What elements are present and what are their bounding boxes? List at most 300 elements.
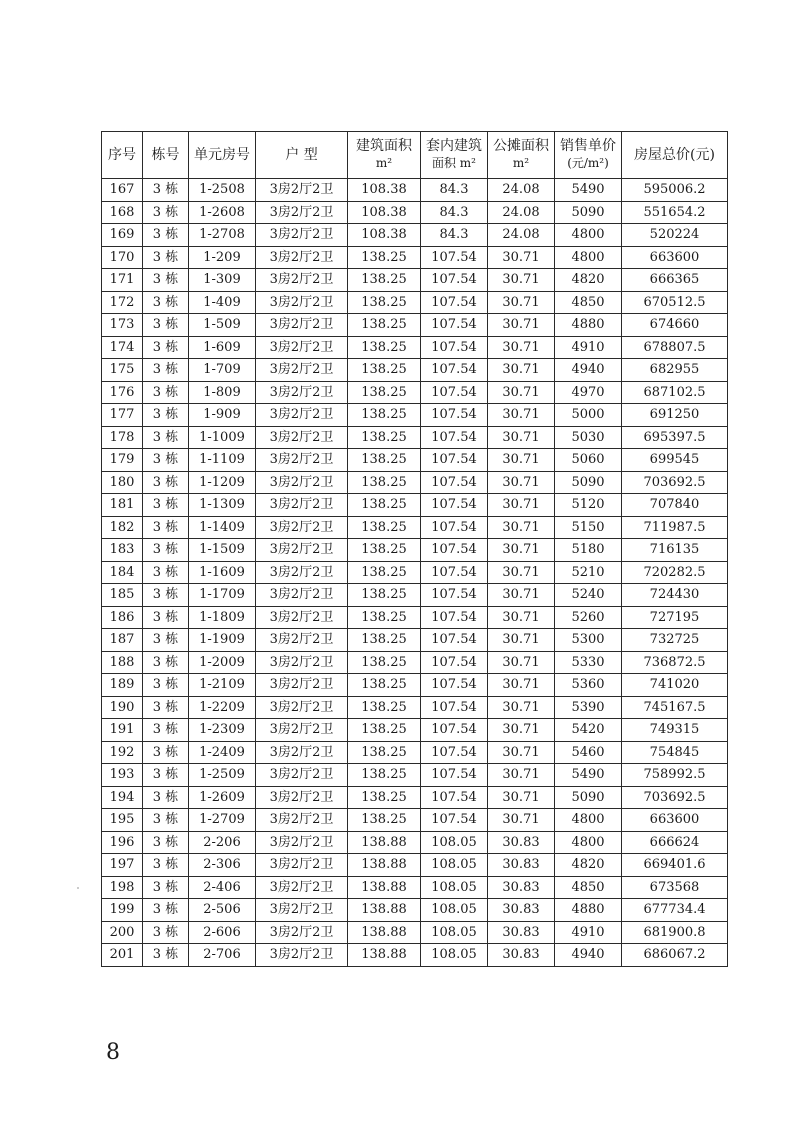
cell-total-price: 669401.6 [622, 854, 728, 877]
cell-total-price: 749315 [622, 719, 728, 742]
cell-total-price: 681900.8 [622, 921, 728, 944]
cell-unit-price: 5420 [555, 719, 622, 742]
cell-total-price: 741020 [622, 674, 728, 697]
cell-shared-area: 30.71 [488, 606, 555, 629]
cell-seq: 177 [102, 404, 143, 427]
cell-inner-area: 107.54 [421, 741, 488, 764]
cell-unit-room: 1-2109 [189, 674, 256, 697]
cell-build-area: 138.25 [348, 426, 421, 449]
cell-total-price: 711987.5 [622, 516, 728, 539]
cell-inner-area: 107.54 [421, 561, 488, 584]
cell-build-area: 138.25 [348, 651, 421, 674]
cell-layout: 3房2厅2卫 [256, 944, 348, 967]
cell-build-area: 138.25 [348, 719, 421, 742]
cell-inner-area: 107.54 [421, 764, 488, 787]
cell-total-price: 703692.5 [622, 471, 728, 494]
cell-unit-price: 4820 [555, 854, 622, 877]
cell-unit-price: 4800 [555, 224, 622, 247]
cell-shared-area: 30.83 [488, 831, 555, 854]
cell-shared-area: 30.71 [488, 516, 555, 539]
cell-shared-area: 30.71 [488, 786, 555, 809]
header-shared-area-unit: m² [512, 156, 530, 170]
header-build-area [348, 132, 421, 179]
cell-inner-area: 84.3 [421, 201, 488, 224]
table-row [102, 606, 728, 629]
cell-build-area: 138.25 [348, 516, 421, 539]
cell-shared-area: 30.71 [488, 314, 555, 337]
cell-build-area: 138.88 [348, 899, 421, 922]
cell-shared-area: 30.71 [488, 539, 555, 562]
cell-layout: 3房2厅2卫 [256, 291, 348, 314]
cell-building: 3 栋 [143, 674, 189, 697]
cell-shared-area: 30.71 [488, 719, 555, 742]
cell-unit-room: 1-2508 [189, 179, 256, 202]
cell-unit-room: 1-709 [189, 359, 256, 382]
table-row [102, 201, 728, 224]
table-row [102, 471, 728, 494]
cell-unit-price: 5490 [555, 179, 622, 202]
cell-inner-area: 84.3 [421, 179, 488, 202]
table-row [102, 561, 728, 584]
cell-inner-area: 108.05 [421, 831, 488, 854]
cell-unit-price: 4800 [555, 246, 622, 269]
table-row [102, 764, 728, 787]
cell-layout: 3房2厅2卫 [256, 381, 348, 404]
cell-shared-area: 30.71 [488, 696, 555, 719]
table-row [102, 831, 728, 854]
cell-build-area: 138.25 [348, 561, 421, 584]
cell-build-area: 138.25 [348, 314, 421, 337]
cell-build-area: 138.25 [348, 606, 421, 629]
cell-shared-area: 30.71 [488, 449, 555, 472]
cell-unit-price: 5490 [555, 764, 622, 787]
cell-unit-room: 2-506 [189, 899, 256, 922]
cell-shared-area: 30.83 [488, 854, 555, 877]
cell-seq: 171 [102, 269, 143, 292]
cell-total-price: 666624 [622, 831, 728, 854]
cell-inner-area: 107.54 [421, 269, 488, 292]
cell-build-area: 138.25 [348, 809, 421, 832]
cell-unit-room: 1-1109 [189, 449, 256, 472]
cell-shared-area: 30.71 [488, 291, 555, 314]
cell-layout: 3房2厅2卫 [256, 696, 348, 719]
cell-unit-price: 4820 [555, 269, 622, 292]
cell-inner-area: 107.54 [421, 651, 488, 674]
cell-building: 3 栋 [143, 719, 189, 742]
cell-unit-price: 5120 [555, 494, 622, 517]
cell-building: 3 栋 [143, 651, 189, 674]
cell-build-area: 138.25 [348, 404, 421, 427]
table-row [102, 921, 728, 944]
cell-unit-room: 1-2709 [189, 809, 256, 832]
cell-seq: 186 [102, 606, 143, 629]
cell-seq: 199 [102, 899, 143, 922]
cell-unit-price: 5000 [555, 404, 622, 427]
table-row [102, 719, 728, 742]
cell-layout: 3房2厅2卫 [256, 269, 348, 292]
cell-shared-area: 30.83 [488, 921, 555, 944]
cell-seq: 193 [102, 764, 143, 787]
header-unit-price-label: 销售单价 [560, 138, 616, 154]
cell-total-price: 707840 [622, 494, 728, 517]
cell-layout: 3房2厅2卫 [256, 831, 348, 854]
cell-building: 3 栋 [143, 764, 189, 787]
cell-seq: 172 [102, 291, 143, 314]
cell-build-area: 138.88 [348, 921, 421, 944]
cell-build-area: 108.38 [348, 224, 421, 247]
cell-unit-room: 1-1509 [189, 539, 256, 562]
table-row [102, 786, 728, 809]
header-unit-room: 单元房号 [189, 132, 256, 179]
cell-inner-area: 107.54 [421, 291, 488, 314]
cell-total-price: 716135 [622, 539, 728, 562]
cell-unit-room: 1-2708 [189, 224, 256, 247]
cell-inner-area: 107.54 [421, 516, 488, 539]
cell-layout: 3房2厅2卫 [256, 471, 348, 494]
cell-shared-area: 24.08 [488, 179, 555, 202]
table-row [102, 449, 728, 472]
cell-build-area: 138.25 [348, 359, 421, 382]
cell-total-price: 663600 [622, 809, 728, 832]
cell-shared-area: 30.71 [488, 381, 555, 404]
cell-unit-price: 5090 [555, 201, 622, 224]
cell-inner-area: 107.54 [421, 426, 488, 449]
cell-building: 3 栋 [143, 494, 189, 517]
cell-build-area: 138.88 [348, 876, 421, 899]
cell-total-price: 595006.2 [622, 179, 728, 202]
cell-building: 3 栋 [143, 314, 189, 337]
cell-building: 3 栋 [143, 629, 189, 652]
header-shared-area [488, 132, 555, 179]
cell-building: 3 栋 [143, 854, 189, 877]
table-row [102, 539, 728, 562]
cell-build-area: 138.88 [348, 854, 421, 877]
cell-unit-price: 4940 [555, 359, 622, 382]
cell-building: 3 栋 [143, 404, 189, 427]
housing-price-table [101, 131, 728, 967]
cell-total-price: 695397.5 [622, 426, 728, 449]
cell-layout: 3房2厅2卫 [256, 449, 348, 472]
cell-total-price: 682955 [622, 359, 728, 382]
table-row [102, 876, 728, 899]
cell-build-area: 138.25 [348, 539, 421, 562]
cell-unit-price: 4800 [555, 831, 622, 854]
cell-layout: 3房2厅2卫 [256, 224, 348, 247]
cell-shared-area: 30.71 [488, 494, 555, 517]
cell-seq: 178 [102, 426, 143, 449]
cell-inner-area: 107.54 [421, 336, 488, 359]
cell-unit-room: 1-1209 [189, 471, 256, 494]
header-build-area-unit: m² [375, 156, 393, 170]
cell-shared-area: 30.71 [488, 426, 555, 449]
cell-seq: 201 [102, 944, 143, 967]
cell-unit-price: 5150 [555, 516, 622, 539]
cell-unit-room: 1-1809 [189, 606, 256, 629]
cell-total-price: 686067.2 [622, 944, 728, 967]
cell-seq: 191 [102, 719, 143, 742]
cell-building: 3 栋 [143, 516, 189, 539]
cell-inner-area: 107.54 [421, 359, 488, 382]
cell-layout: 3房2厅2卫 [256, 674, 348, 697]
cell-seq: 182 [102, 516, 143, 539]
cell-building: 3 栋 [143, 269, 189, 292]
cell-layout: 3房2厅2卫 [256, 651, 348, 674]
cell-building: 3 栋 [143, 449, 189, 472]
cell-seq: 197 [102, 854, 143, 877]
cell-build-area: 138.25 [348, 494, 421, 517]
cell-layout: 3房2厅2卫 [256, 854, 348, 877]
cell-layout: 3房2厅2卫 [256, 764, 348, 787]
cell-build-area: 138.25 [348, 696, 421, 719]
cell-seq: 194 [102, 786, 143, 809]
cell-inner-area: 107.54 [421, 449, 488, 472]
cell-layout: 3房2厅2卫 [256, 719, 348, 742]
cell-total-price: 745167.5 [622, 696, 728, 719]
cell-seq: 200 [102, 921, 143, 944]
table-row [102, 741, 728, 764]
cell-shared-area: 24.08 [488, 201, 555, 224]
cell-build-area: 138.25 [348, 471, 421, 494]
header-shared-area-label: 公摊面积 [493, 138, 549, 154]
cell-build-area: 108.38 [348, 179, 421, 202]
cell-build-area: 138.25 [348, 674, 421, 697]
table-row [102, 404, 728, 427]
cell-shared-area: 30.71 [488, 561, 555, 584]
cell-layout: 3房2厅2卫 [256, 336, 348, 359]
cell-inner-area: 108.05 [421, 944, 488, 967]
cell-seq: 187 [102, 629, 143, 652]
cell-unit-price: 5060 [555, 449, 622, 472]
cell-build-area: 138.25 [348, 786, 421, 809]
cell-seq: 167 [102, 179, 143, 202]
cell-unit-price: 5460 [555, 741, 622, 764]
cell-layout: 3房2厅2卫 [256, 786, 348, 809]
cell-build-area: 138.25 [348, 764, 421, 787]
cell-unit-room: 1-409 [189, 291, 256, 314]
cell-shared-area: 30.71 [488, 809, 555, 832]
cell-shared-area: 30.71 [488, 359, 555, 382]
table-row [102, 809, 728, 832]
cell-unit-room: 1-2609 [189, 786, 256, 809]
cell-layout: 3房2厅2卫 [256, 921, 348, 944]
cell-total-price: 674660 [622, 314, 728, 337]
cell-total-price: 727195 [622, 606, 728, 629]
cell-building: 3 栋 [143, 786, 189, 809]
cell-total-price: 520224 [622, 224, 728, 247]
cell-layout: 3房2厅2卫 [256, 606, 348, 629]
cell-unit-room: 1-1009 [189, 426, 256, 449]
cell-build-area: 108.38 [348, 201, 421, 224]
cell-building: 3 栋 [143, 606, 189, 629]
cell-unit-room: 2-406 [189, 876, 256, 899]
cell-inner-area: 107.54 [421, 381, 488, 404]
cell-seq: 190 [102, 696, 143, 719]
cell-building: 3 栋 [143, 876, 189, 899]
cell-layout: 3房2厅2卫 [256, 629, 348, 652]
cell-building: 3 栋 [143, 584, 189, 607]
cell-inner-area: 107.54 [421, 404, 488, 427]
cell-inner-area: 107.54 [421, 674, 488, 697]
cell-building: 3 栋 [143, 471, 189, 494]
cell-layout: 3房2厅2卫 [256, 359, 348, 382]
cell-inner-area: 107.54 [421, 606, 488, 629]
cell-build-area: 138.88 [348, 831, 421, 854]
cell-seq: 179 [102, 449, 143, 472]
table-row [102, 336, 728, 359]
cell-unit-room: 1-1309 [189, 494, 256, 517]
cell-seq: 175 [102, 359, 143, 382]
cell-layout: 3房2厅2卫 [256, 741, 348, 764]
header-total-price: 房屋总价(元) [622, 132, 728, 179]
cell-shared-area: 30.71 [488, 674, 555, 697]
cell-build-area: 138.25 [348, 269, 421, 292]
cell-shared-area: 24.08 [488, 224, 555, 247]
table-header-row [102, 132, 728, 179]
cell-inner-area: 108.05 [421, 899, 488, 922]
cell-layout: 3房2厅2卫 [256, 426, 348, 449]
page-number: 8 [106, 1040, 120, 1065]
cell-building: 3 栋 [143, 561, 189, 584]
cell-building: 3 栋 [143, 809, 189, 832]
cell-building: 3 栋 [143, 224, 189, 247]
cell-shared-area: 30.83 [488, 944, 555, 967]
cell-total-price: 666365 [622, 269, 728, 292]
cell-inner-area: 107.54 [421, 471, 488, 494]
header-unit-price [555, 132, 622, 179]
cell-total-price: 736872.5 [622, 651, 728, 674]
cell-building: 3 栋 [143, 291, 189, 314]
table-row [102, 651, 728, 674]
table-body [102, 179, 728, 967]
table-row [102, 359, 728, 382]
cell-shared-area: 30.71 [488, 269, 555, 292]
cell-layout: 3房2厅2卫 [256, 561, 348, 584]
cell-build-area: 138.25 [348, 246, 421, 269]
cell-seq: 192 [102, 741, 143, 764]
cell-total-price: 677734.4 [622, 899, 728, 922]
cell-shared-area: 30.71 [488, 741, 555, 764]
cell-unit-room: 1-609 [189, 336, 256, 359]
cell-unit-price: 4970 [555, 381, 622, 404]
cell-layout: 3房2厅2卫 [256, 539, 348, 562]
cell-building: 3 栋 [143, 696, 189, 719]
cell-seq: 188 [102, 651, 143, 674]
table-row [102, 584, 728, 607]
cell-total-price: 724430 [622, 584, 728, 607]
cell-unit-price: 4800 [555, 809, 622, 832]
cell-total-price: 754845 [622, 741, 728, 764]
cell-building: 3 栋 [143, 539, 189, 562]
cell-layout: 3房2厅2卫 [256, 584, 348, 607]
cell-unit-room: 1-909 [189, 404, 256, 427]
cell-inner-area: 107.54 [421, 539, 488, 562]
margin-mark [77, 887, 79, 889]
cell-inner-area: 108.05 [421, 921, 488, 944]
cell-unit-price: 4880 [555, 899, 622, 922]
cell-seq: 170 [102, 246, 143, 269]
cell-shared-area: 30.71 [488, 764, 555, 787]
cell-total-price: 703692.5 [622, 786, 728, 809]
cell-unit-room: 1-1709 [189, 584, 256, 607]
cell-seq: 180 [102, 471, 143, 494]
table-row [102, 629, 728, 652]
cell-inner-area: 107.54 [421, 809, 488, 832]
cell-building: 3 栋 [143, 179, 189, 202]
cell-inner-area: 107.54 [421, 246, 488, 269]
header-building: 栋号 [143, 132, 189, 179]
cell-shared-area: 30.71 [488, 336, 555, 359]
cell-inner-area: 107.54 [421, 696, 488, 719]
cell-unit-price: 5030 [555, 426, 622, 449]
header-inner-area [421, 132, 488, 179]
cell-build-area: 138.25 [348, 741, 421, 764]
cell-building: 3 栋 [143, 899, 189, 922]
cell-seq: 176 [102, 381, 143, 404]
cell-shared-area: 30.71 [488, 471, 555, 494]
cell-shared-area: 30.71 [488, 246, 555, 269]
cell-build-area: 138.25 [348, 381, 421, 404]
cell-build-area: 138.25 [348, 291, 421, 314]
cell-layout: 3房2厅2卫 [256, 246, 348, 269]
cell-layout: 3房2厅2卫 [256, 179, 348, 202]
header-seq: 序号 [102, 132, 143, 179]
cell-total-price: 687102.5 [622, 381, 728, 404]
cell-building: 3 栋 [143, 741, 189, 764]
cell-unit-price: 5210 [555, 561, 622, 584]
cell-unit-price: 5090 [555, 471, 622, 494]
cell-unit-room: 1-2209 [189, 696, 256, 719]
cell-unit-price: 4850 [555, 291, 622, 314]
cell-seq: 169 [102, 224, 143, 247]
cell-unit-room: 2-706 [189, 944, 256, 967]
table-row [102, 516, 728, 539]
table-row [102, 854, 728, 877]
cell-building: 3 栋 [143, 381, 189, 404]
cell-total-price: 699545 [622, 449, 728, 472]
cell-unit-room: 1-809 [189, 381, 256, 404]
table-row [102, 269, 728, 292]
cell-seq: 198 [102, 876, 143, 899]
cell-total-price: 758992.5 [622, 764, 728, 787]
cell-unit-room: 2-606 [189, 921, 256, 944]
cell-total-price: 673568 [622, 876, 728, 899]
cell-layout: 3房2厅2卫 [256, 516, 348, 539]
cell-building: 3 栋 [143, 201, 189, 224]
cell-inner-area: 107.54 [421, 314, 488, 337]
cell-building: 3 栋 [143, 246, 189, 269]
cell-seq: 189 [102, 674, 143, 697]
cell-inner-area: 108.05 [421, 854, 488, 877]
cell-build-area: 138.25 [348, 584, 421, 607]
cell-build-area: 138.25 [348, 336, 421, 359]
cell-unit-price: 5260 [555, 606, 622, 629]
cell-unit-price: 5090 [555, 786, 622, 809]
cell-unit-price: 4880 [555, 314, 622, 337]
cell-unit-room: 1-2409 [189, 741, 256, 764]
cell-unit-room: 1-1609 [189, 561, 256, 584]
cell-unit-room: 1-509 [189, 314, 256, 337]
cell-layout: 3房2厅2卫 [256, 899, 348, 922]
table-row [102, 494, 728, 517]
cell-layout: 3房2厅2卫 [256, 201, 348, 224]
cell-unit-room: 1-2608 [189, 201, 256, 224]
cell-unit-price: 4850 [555, 876, 622, 899]
cell-build-area: 138.25 [348, 629, 421, 652]
cell-building: 3 栋 [143, 921, 189, 944]
cell-unit-room: 1-2009 [189, 651, 256, 674]
cell-inner-area: 107.54 [421, 719, 488, 742]
cell-inner-area: 107.54 [421, 786, 488, 809]
